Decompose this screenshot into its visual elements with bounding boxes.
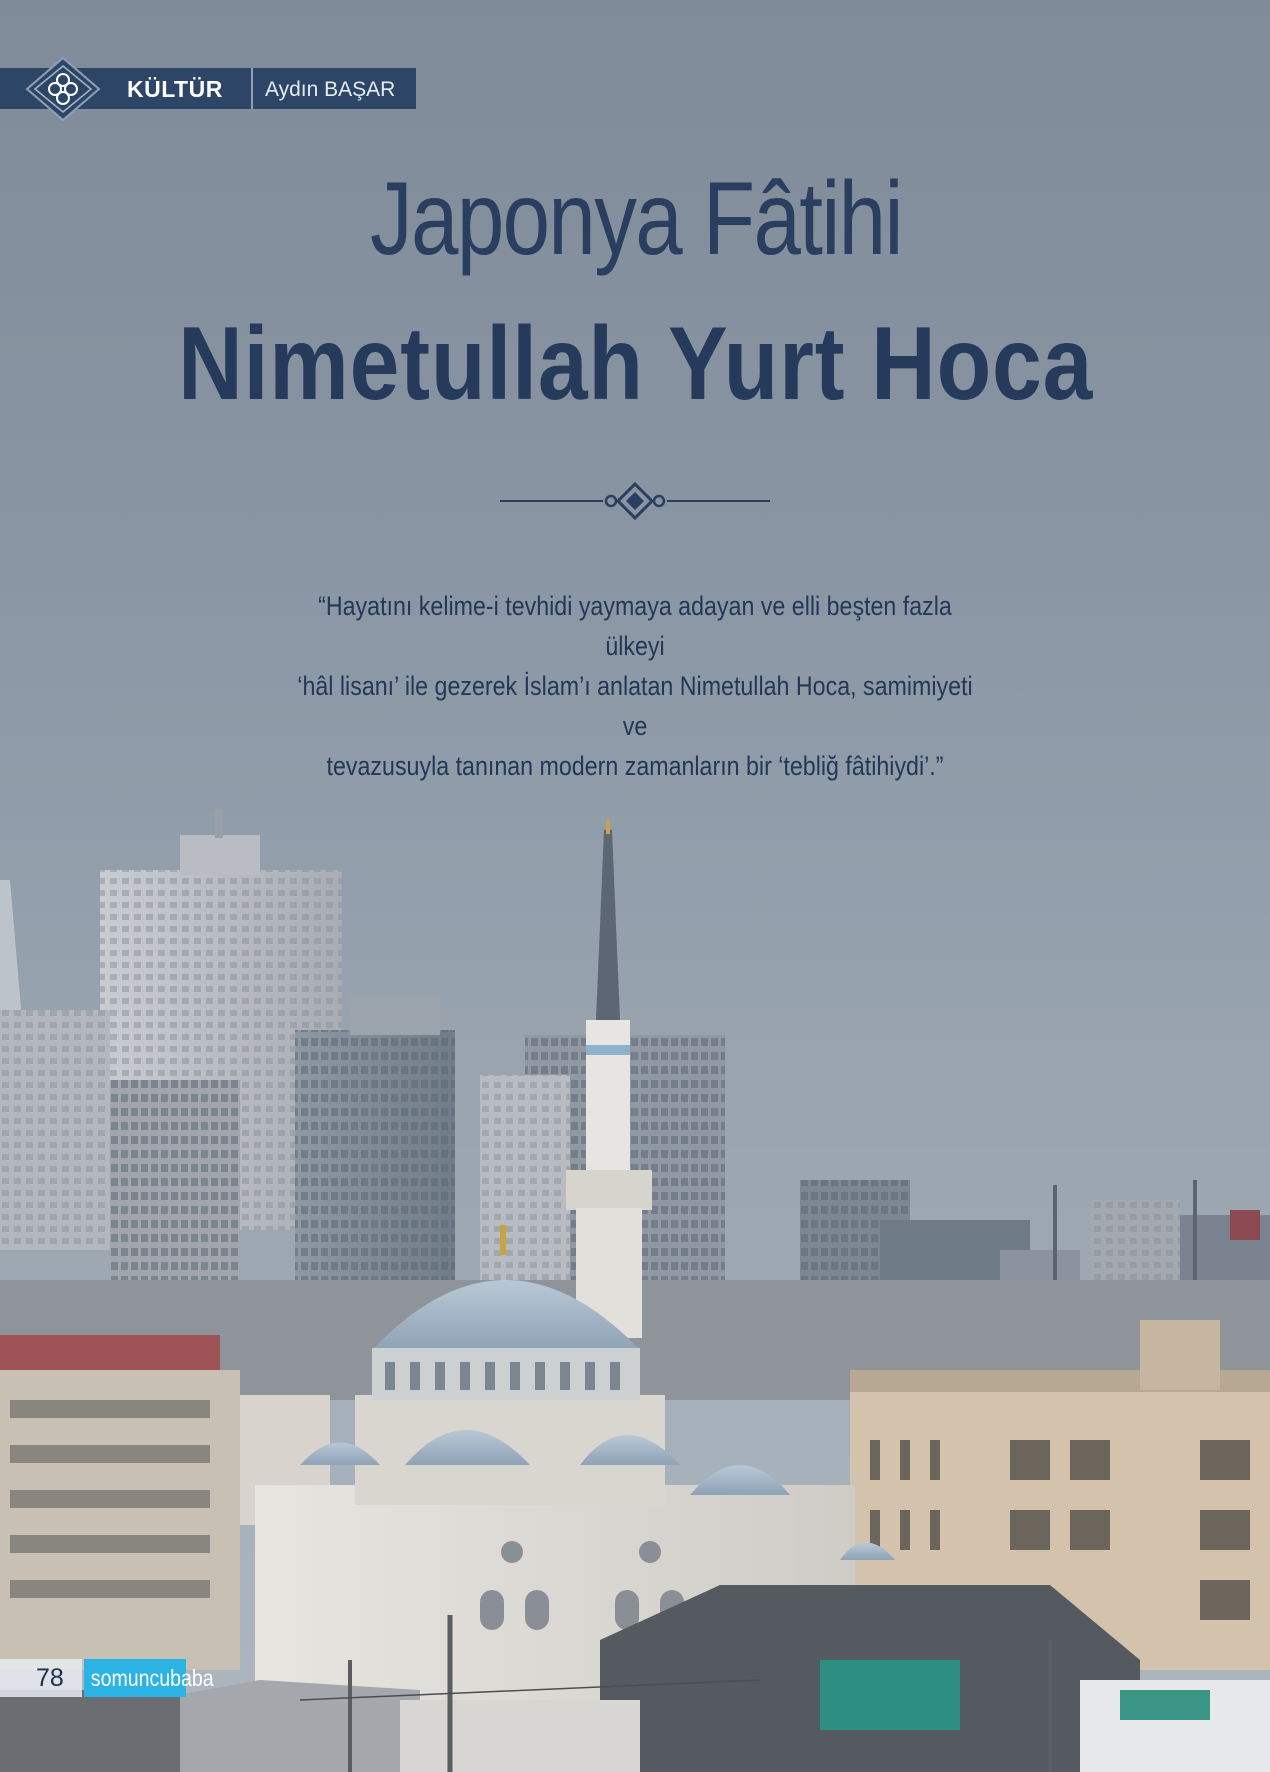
ornament-icon [25, 56, 101, 122]
intro-quote [291, 586, 979, 786]
author-name: Aydın BAŞAR [265, 78, 396, 101]
quote-line: ‘hâl lisanı’ ile gezerek İslam’ı anlatan Nimetullah Hoca, samimiyeti ve [297, 671, 973, 741]
tag-divider [251, 68, 253, 109]
divider-ornament-icon [500, 480, 770, 522]
brand-label: somuncubaba [84, 1659, 186, 1697]
quote-line: “Hayatını kelime-i tevhidi yaymaya adayan ve elli beşten fazla ülkeyi [318, 591, 952, 661]
title-line-1: Japonya Fâtihi [370, 161, 902, 277]
page-number: 78 [36, 1664, 64, 1692]
quote-line: tevazusuyla tanınan modern zamanların bir ‘tebliğ fâtihiydi’.” [326, 751, 944, 781]
title-line-2: Nimetullah Yurt Hoca [178, 306, 1094, 422]
section-label: KÜLTÜR [127, 76, 223, 102]
